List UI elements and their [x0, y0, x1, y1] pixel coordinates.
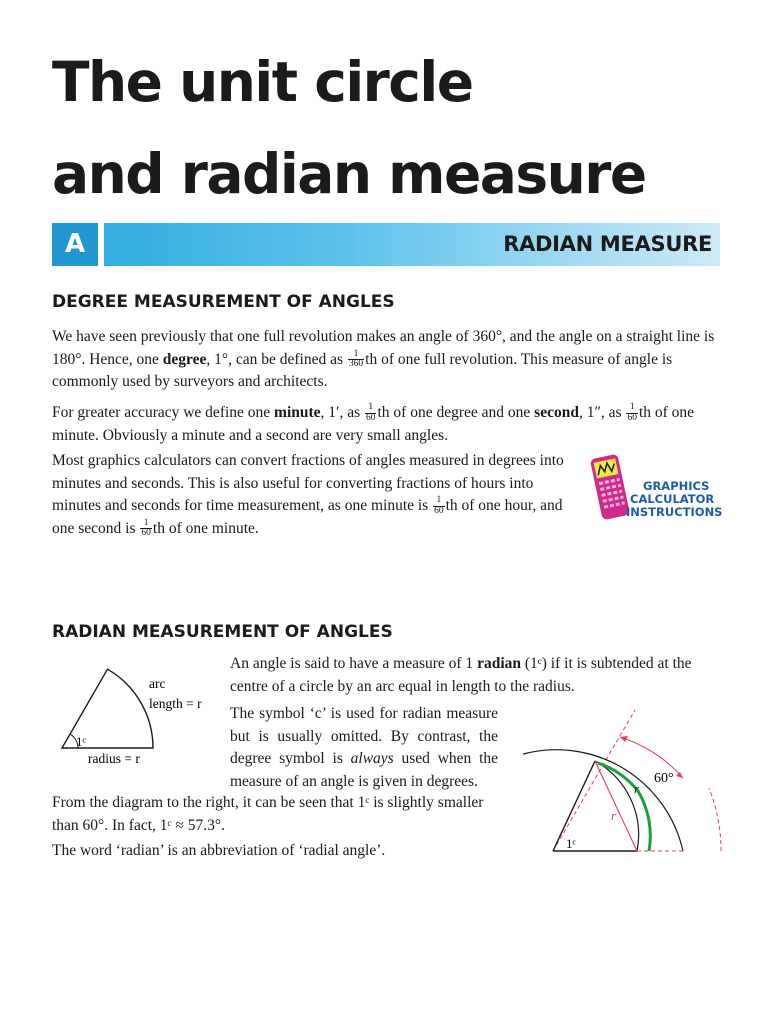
one-radian-label: 1ᶜ: [566, 836, 576, 851]
radian-etymology: The word ‘radian’ is an abbreviation of ‘radial angle’.: [52, 842, 386, 859]
degree-paragraph-3: Most graphics calculators can convert fractions of angles measured in degrees into minutes and seconds. This is also useful for converting fractions of hours into minutes and seconds for time measurement, as one minute is $\frac{1}{60}$ th of one hour, and one second is $\frac{1}{60}$ th of one minute.: [52, 452, 564, 539]
fraction-1-60: $\frac{1}{60}$: [434, 495, 444, 516]
degree-heading: DEGREE MEASUREMENT OF ANGLES: [52, 292, 395, 312]
radian-sector-diagram: [52, 665, 232, 775]
arc-label-line-1: arc: [149, 676, 166, 691]
angle-label: 1ᶜ: [76, 734, 86, 749]
page-title-line-2: and radian measure: [52, 142, 646, 206]
fraction-1-60: $\frac{1}{60}$: [365, 402, 376, 423]
fraction-1-60: $\frac{1}{60}$: [627, 402, 637, 423]
sixty-degree-diagram: [508, 688, 738, 863]
calculator-label: GRAPHICS CALCULATOR INSTRUCTIONS: [626, 479, 723, 519]
radian-heading: RADIAN MEASUREMENT OF ANGLES: [52, 622, 393, 642]
degree-paragraph-2: For greater accuracy we define one minute, 1′, as $\frac{1}{60}$ th of one degree and one second, 1″, as $\frac{1}{60}$ th of one minute. Obviously a minute and a second are very small angles.: [52, 402, 695, 444]
sixty-degree-label: 60°: [654, 771, 674, 786]
chord-r-label: r: [611, 808, 617, 823]
arc-label-line-2: length = r: [149, 696, 202, 711]
radius-label: radius = r: [88, 751, 140, 766]
fraction-1-360: $\frac{1}{360}$: [348, 348, 364, 370]
section-banner: [52, 223, 720, 266]
degree-paragraph-1: We have seen previously that one full revolution makes an angle of 360°, and the angle on a straight line is 180°. Hence, one degree, 1°, can be defined as $\frac{1}{360}$ th of one full revolution. This measure of angle is commonly used by surveyors and architects.: [52, 328, 715, 390]
calculator-icon: [590, 452, 630, 522]
radian-comparison: From the diagram to the right, it can be seen that 1ᶜ is slightly smaller than 60°. In fact, 1ᶜ ≈ 57.3°.: [52, 794, 484, 834]
fraction-1-60: $\frac{1}{60}$: [141, 517, 151, 539]
banner-divider: [98, 223, 104, 266]
section-letter: A: [52, 223, 98, 266]
radian-symbol-note: The symbol ‘c’ is used for radian measure but is usually omitted. By contrast, the degree symbol is always used when the measure of an angle is given in degrees.: [230, 705, 498, 790]
arc-r-label: r: [634, 781, 640, 796]
radian-definition: An angle is said to have a measure of 1 radian (1ᶜ) if it is subtended at the centre of a circle by an arc equal in length to the radius.: [230, 655, 692, 695]
graphics-calculator-link[interactable]: [590, 452, 722, 522]
page-title-line-1: The unit circle: [52, 50, 473, 114]
section-title: RADIAN MEASURE: [503, 232, 712, 256]
